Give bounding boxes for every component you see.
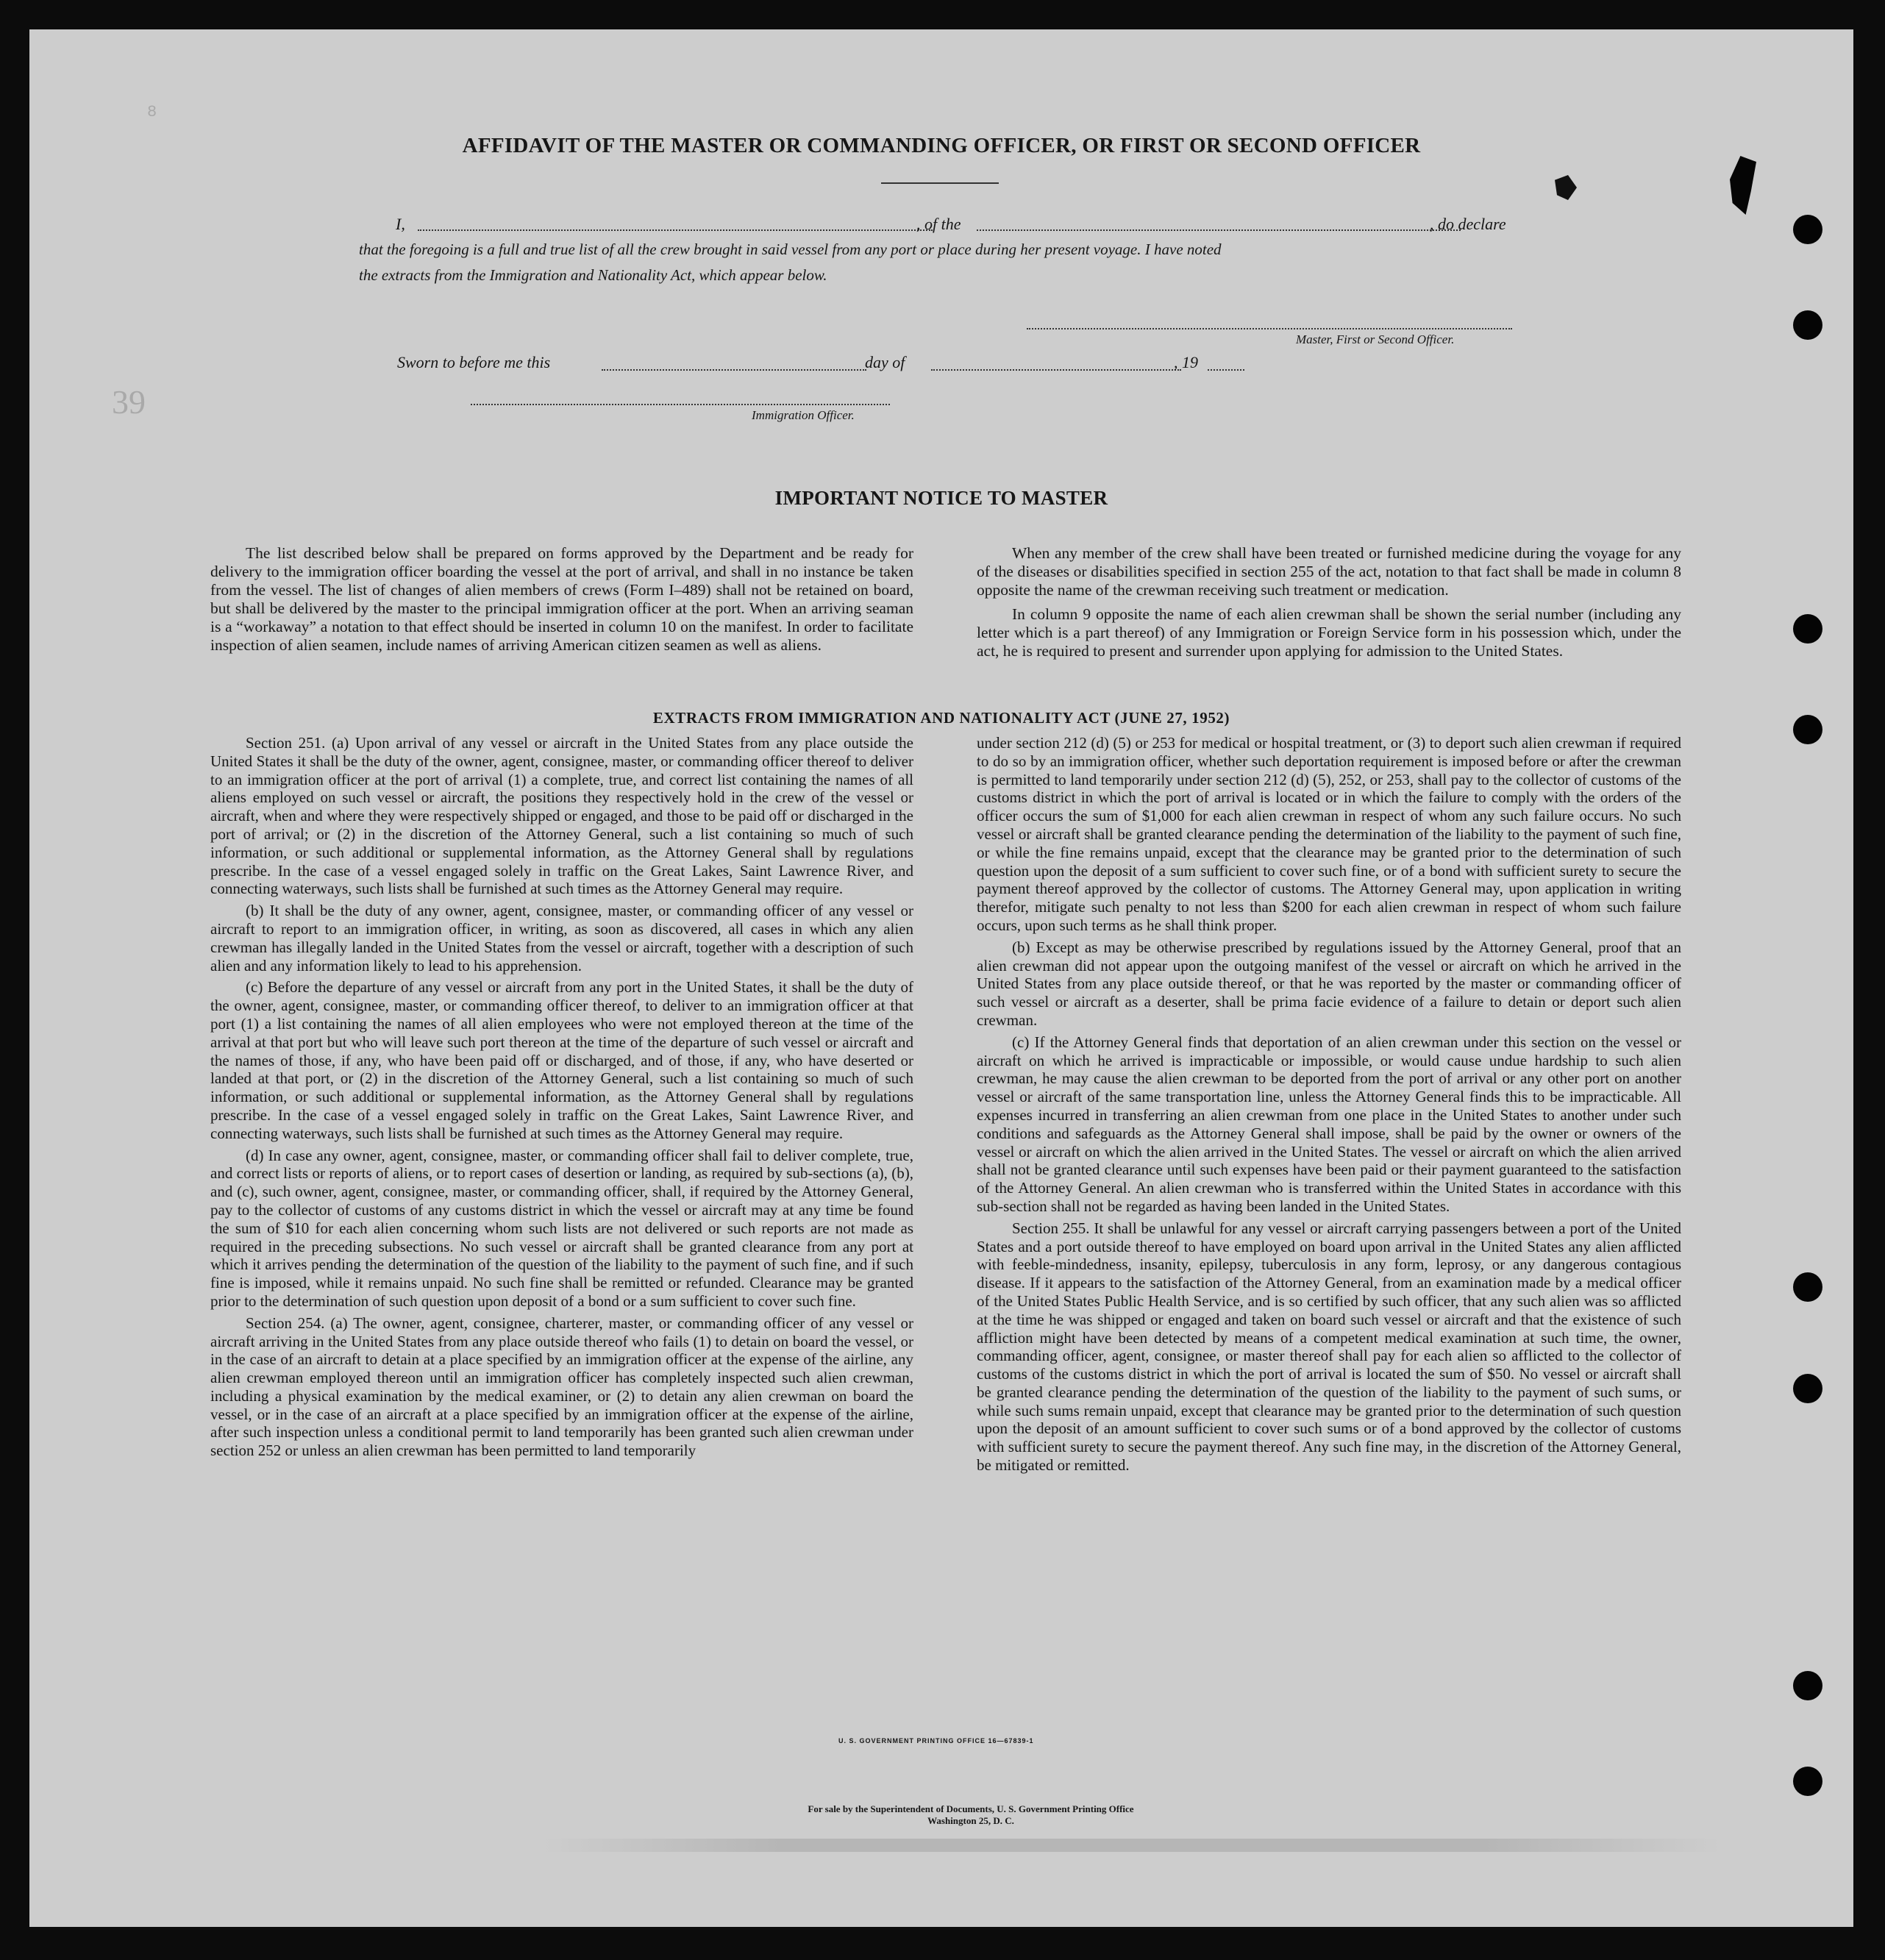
immigration-officer-signature-field[interactable] bbox=[471, 404, 890, 405]
extracts-title: EXTRACTS FROM IMMIGRATION AND NATIONALITY ACT (JUNE 27, 1952) bbox=[652, 709, 1230, 727]
section-254-b: (b) Except as may be otherwise prescribed by regulations issued by the Attorney General, proof that an alien crewman did not appear upon the outgoing manifest of the vessel or aircraft on which he arrived in the United States from any place outside thereof, or that he was reported by the master or commanding officer of such vessel or aircraft as a deserter, shall be prima facie evidence of a failure to detain or deport such alien crewman. bbox=[977, 938, 1681, 1029]
punch-hole bbox=[1793, 215, 1822, 244]
bleed-through-strip bbox=[544, 1839, 1721, 1852]
section-254-c: (c) If the Attorney General finds that deportation of an alien crewman under this section on the vessel or aircraft on which he arrived is impracticable or impossible, or would cause undue hardship to such alien crewman, he may cause the alien crewman to be deported from the port of arrival or any other port on another vessel or aircraft of the same transportation line, unless the Attorney General finds this to be impracticable. All expenses incurred in transferring an alien crewman from one place in the United States to another under such conditions and safeguards as the Attorney General shall impose, shall be paid by the owner or owners of the vessel or aircraft on which the alien arrived in the United States. The vessel or aircraft on which the alien arrived shall not be granted clearance until such expenses have been paid or their payment guaranteed to the satisfaction of the Attorney General. An alien crewman who is transferred within the United States in accordance with this sub-section shall not be regarded as having been landed in the United States. bbox=[977, 1033, 1681, 1215]
sale-notice-line-2: Washington 25, D. C. bbox=[927, 1815, 1014, 1826]
declare-label: , do declare bbox=[1430, 215, 1506, 233]
ink-blot bbox=[1555, 175, 1577, 200]
section-251-d: (d) In case any owner, agent, consignee, master, or commanding officer shall fail to deliver complete, true, and correct lists or reports of aliens, or to report cases of desertion or landing, as required by sub-sections (a), (b), and (c), such owner, agent, consignee, master, or commanding officer, shall, if required by the Attorney General, pay to the collector of customs of any customs district in which the vessel or aircraft may at any time be found the sum of $10 for each alien concerning whom such lists are not delivered or such reports are not made as required in the preceding subsections. No such vessel or aircraft shall be granted clearance from any port at which it arrives pending the determination of the question of the liability to the payment of such fine, and if such fine is imposed, while it remains unpaid. No such fine shall be remitted or refunded. Clearance may be granted prior to the determination of such question upon deposit of a bond or a sum sufficient to cover such fine. bbox=[210, 1146, 913, 1310]
document-page bbox=[29, 29, 1853, 1927]
punch-hole bbox=[1793, 614, 1822, 644]
page-number-mark: 39 bbox=[112, 383, 146, 421]
punch-hole bbox=[1793, 310, 1822, 340]
immigration-officer-label: Immigration Officer. bbox=[752, 408, 855, 422]
declarant-name-field[interactable] bbox=[418, 229, 933, 231]
torn-notch bbox=[1730, 156, 1756, 215]
notice-title: IMPORTANT NOTICE TO MASTER bbox=[774, 487, 1108, 509]
sworn-year-field[interactable] bbox=[1208, 369, 1244, 371]
section-251-a: Section 251. (a) Upon arrival of any vessel or aircraft in the United States from any place outside the United States it shall be the duty of the owner, agent, consignee, master, or commanding officer thereof to deliver to an immigration officer at the port of arrival (1) a complete, true, and correct list containing the names of all aliens employed on such vessel or aircraft, the positions they respectively hold in the crew of the vessel or aircraft, when and where they were respectively shipped or engaged, and those to be paid off or discharged in the port of arrival; or (2) in the discretion of the Attorney General, such a list containing so much of such information, or such additional or supplemental information, as the Attorney General shall by regulations prescribe. In the case of a vessel engaged solely in traffic on the Great Lakes, Saint Lawrence River, and connecting waterways, such lists shall be furnished at such times as the Attorney General may require. bbox=[210, 734, 913, 898]
punch-hole bbox=[1793, 1374, 1822, 1403]
section-254-a: Section 254. (a) The owner, agent, consignee, charterer, master, or commanding officer of any vessel or aircraft arriving in the United States from any place outside thereof who fails (1) to detain on board the vessel, or in the case of an aircraft to detain at a place specified by an immigration officer at the expense of the airline, any alien crewman employed thereon until an immigration officer has completely inspected such alien crewman, including a physical examination by the medical examiner, or (2) to detain any alien crewman on board the vessel, or in the case of an aircraft at a place specified by an immigration officer at the expense of the airline, after such inspection unless a conditional permit to land temporarily has been granted such alien crewman under section 252 or unless an alien crewman has been permitted to land temporarily bbox=[210, 1314, 913, 1460]
vessel-name-field[interactable] bbox=[977, 229, 1461, 231]
of-the-label: , of the bbox=[916, 215, 961, 233]
sworn-date-field[interactable] bbox=[602, 369, 866, 371]
section-251-c: (c) Before the departure of any vessel or aircraft from any port in the United States, it shall be the duty of the owner, agent, consignee, master, or commanding officer thereof, to deliver to an immigration officer at that port (1) a list containing the names of all alien employees who were not employed thereon at the time of the arrival at that port but who will leave such port thereon at the time of the departure of such vessel or aircraft and the names of those, if any, who have been paid off or discharged, and of those, if any, who have deserted or landed at that port, or (2) in the discretion of the Attorney General, such a list containing so much of such information, or such additional or supplemental information, as the Attorney General shall by regulations prescribe. In the case of a vessel engaged solely in traffic on the Great Lakes, Saint Lawrence River, and connecting waterways, such lists shall be furnished at such times as the Attorney General may require. bbox=[210, 978, 913, 1142]
extracts-right-column bbox=[977, 734, 1681, 1478]
corner-mark: 8 bbox=[147, 103, 157, 121]
sworn-label: Sworn to before me this bbox=[397, 353, 551, 371]
declaration-line-2: that the foregoing is a full and true list of all the crew brought in said vessel from any port or place during her present voyage. I have noted bbox=[359, 240, 1222, 258]
notice-right-column bbox=[977, 544, 1681, 664]
title-rule bbox=[881, 182, 999, 184]
sale-notice-line-1: For sale by the Superintendent of Documents, U. S. Government Printing Office bbox=[808, 1803, 1134, 1814]
punch-hole bbox=[1793, 1671, 1822, 1700]
day-of-label: day of bbox=[865, 353, 905, 371]
notice-right-paragraph-2: In column 9 opposite the name of each alien crewman shall be shown the serial number (including any letter which is a part thereof) of any Immigration or Foreign Service form in his possession which, under the act, he is required to present and surrender upon applying for admission to the United States. bbox=[977, 605, 1681, 660]
master-signature-label: Master, First or Second Officer. bbox=[1296, 332, 1455, 346]
gpo-imprint: U. S. GOVERNMENT PRINTING OFFICE 16—67839-1 bbox=[838, 1737, 1034, 1745]
declaration-line-3: the extracts from the Immigration and Nationality Act, which appear below. bbox=[359, 266, 827, 284]
punch-hole bbox=[1793, 1272, 1822, 1302]
declarant-prefix: I, bbox=[396, 215, 405, 233]
master-signature-field[interactable] bbox=[1027, 328, 1512, 329]
notice-right-paragraph-1: When any member of the crew shall have been treated or furnished medicine during the voyage for any of the diseases or disabilities specified in section 255 of the act, notation to that fact shall be made in column 8 opposite the name of the crewman receiving such treatment or medication. bbox=[977, 544, 1681, 599]
sworn-month-field[interactable] bbox=[931, 369, 1181, 371]
extracts-left-column bbox=[210, 734, 913, 1464]
section-255: Section 255. It shall be unlawful for any vessel or aircraft carrying passengers between a port of the United States and a port outside thereof to have employed on board upon arrival in the United States any alien afflicted with feeble-mindedness, insanity, epilepsy, tuberculosis in any form, leprosy, or any dangerous contagious disease. If it appears to the satisfaction of the Attorney General, from an examination made by a medical officer of the United States Public Health Service, and is so certified by such officer, that any such alien was so afflicted at the time he was shipped or engaged and taken on board such vessel or aircraft and that the existence of such affliction might have been detected by means of a competent medical examination at such time, the owner, commanding officer, agent, consignee, or master thereof shall pay for each alien so afflicted to the collector of customs of the customs district in which the port of arrival is located the sum of $50. No vessel or aircraft shall be granted clearance pending the determination of the question of the liability to the payment of such sums, or while such sums remain unpaid, except that clearance may be granted prior to the determination of such question upon the deposit of an amount sufficient to cover such sums or of a bond approved by the collector of customs with sufficient surety to secure the payment thereof. Any such fine may, in the discretion of the Attorney General, be mitigated or remitted. bbox=[977, 1219, 1681, 1475]
affidavit-title: AFFIDAVIT OF THE MASTER OR COMMANDING OFFICER, OR FIRST OR SECOND OFFICER bbox=[462, 134, 1421, 157]
punch-hole bbox=[1793, 1767, 1822, 1796]
punch-hole bbox=[1793, 715, 1822, 744]
section-251-b: (b) It shall be the duty of any owner, agent, consignee, master, or commanding officer of any vessel or aircraft to report to an immigration officer, in writing, as soon as discovered, all cases in which any alien crewman has illegally landed in the United States from the vessel or aircraft, together with a description of such alien and any information likely to lead to his apprehension. bbox=[210, 902, 913, 974]
notice-left-column bbox=[210, 544, 913, 658]
notice-left-paragraph: The list described below shall be prepared on forms approved by the Department and be ready for delivery to the immigration officer boarding the vessel at the port of arrival, and shall in no instance be taken from the vessel. The list of changes of alien members of crews (Form I–489) shall not be retained on board, but shall be delivered by the master to the principal immigration officer at the port. When an arriving seaman is a “workaway” a notation to that effect should be inserted in column 10 on the manifest. In order to facilitate inspection of alien seamen, include names of arriving American citizen seamen as well as aliens. bbox=[210, 544, 913, 654]
year-label: , 19 bbox=[1174, 353, 1198, 371]
section-254-a-continued: under section 212 (d) (5) or 253 for medical or hospital treatment, or (3) to deport such alien crewman if required to do so by an immigration officer, whether such deportation requirement is imposed before or after the crewman is permitted to land temporarily under section 212 (d) (5), 252, or 253, shall pay to the collector of customs of the customs district in which the port of arrival is located or in which the failure to comply with the orders of the officer occurs the sum of $1,000 for each alien crewman in respect of whom any such failure occurs. No such vessel or aircraft shall be granted clearance pending the determination of the liability to the payment of such fine, or while the fine remains unpaid, except that the clearance may be granted prior to the determination of such question upon the deposit of a sum sufficient to cover such fine, or of a bond with sufficient surety to secure the payment thereof approved by the collector of customs. The Attorney General may, upon application in writing therefor, mitigate such penalty to not less than $200 for each alien crewman in respect of whom such failure occurs, upon such terms as he shall think proper. bbox=[977, 734, 1681, 934]
